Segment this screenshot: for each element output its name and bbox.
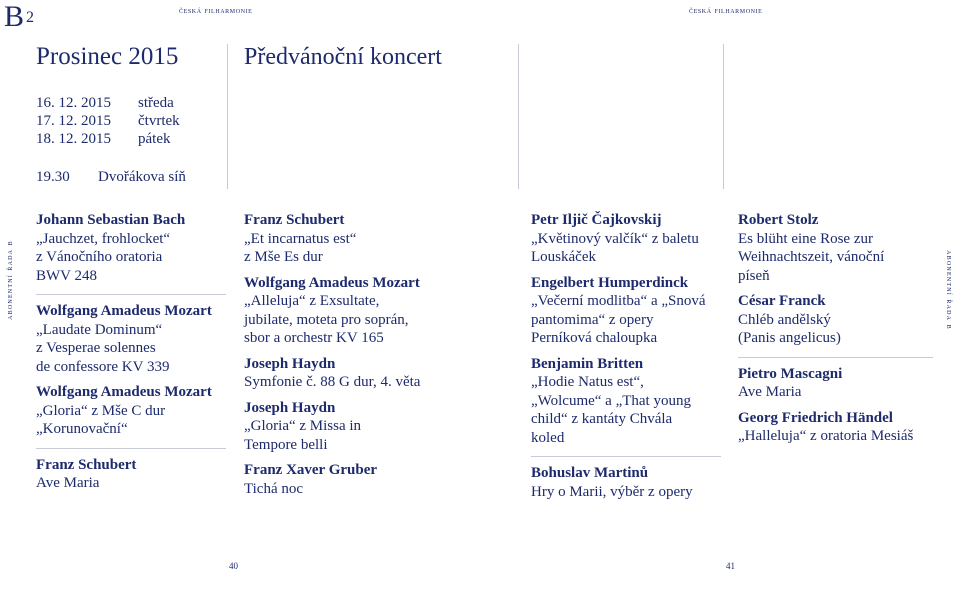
composer-name: Joseph Haydn: [244, 355, 336, 372]
composer-name: Franz Schubert: [244, 212, 345, 228]
page-number-left: 40: [229, 561, 238, 571]
item-separator: [738, 357, 933, 358]
work-title: „Gloria“ z Missa in Tempore belli: [244, 418, 362, 453]
work-title: „Laudate Dominum“ z Vesperae solennes de confessore KV 339: [36, 321, 170, 375]
weekday: čtvrtek: [138, 113, 180, 129]
composer-name: Wolfgang Amadeus Mozart: [244, 274, 420, 291]
program-item: [244, 210, 464, 273]
work-title: Symfonie č. 88 G dur, 4. věta: [244, 374, 421, 390]
venue: Dvořákova síň: [98, 169, 186, 185]
work-title: „Alleluja“ z Exsultate, jubilate, moteta pro soprán, sbor a orchestr KV 165: [244, 293, 409, 346]
date-row: [36, 130, 180, 148]
program-column-2: [244, 210, 464, 504]
work-title: „Halleluja“ z oratoria Mesiáš: [738, 428, 914, 444]
work-title: „Hodie Natus est“, „Wolcume“ a „That young child“ z kantáty Chvála koled: [531, 374, 691, 446]
composer-name: Pietro Mascagni: [738, 365, 843, 382]
composer-name: Wolfgang Amadeus Mozart: [36, 303, 212, 319]
item-separator: [36, 294, 226, 295]
date-list: [36, 94, 180, 148]
date-row: [36, 112, 180, 130]
program-item: [36, 382, 226, 445]
composer-name: Petr Iljič Čajkovskij: [531, 212, 662, 228]
time-venue: [36, 168, 186, 186]
program-item: [738, 210, 933, 291]
program-item: [531, 354, 721, 454]
work-title: Hry o Marii, výběr z opery: [531, 483, 693, 500]
composer-name: Joseph Haydn: [244, 399, 336, 416]
composer-name: Engelbert Humperdinck: [531, 274, 689, 291]
composer-name: Bohuslav Martinů: [531, 465, 649, 481]
composer-name: Robert Stolz: [738, 212, 819, 228]
work-title: Ave Maria: [738, 384, 802, 400]
program-item: [244, 354, 464, 398]
composer-name: Georg Friedrich Händel: [738, 409, 893, 426]
work-title: „Večerní modlitba“ a „Snová pantomima“ z opery Perníková chaloupka: [531, 293, 706, 346]
program-item: [738, 291, 933, 354]
program-column-1: [36, 210, 226, 499]
program-item: [531, 463, 721, 507]
program-item: [738, 364, 933, 408]
program-item: [244, 273, 464, 354]
composer-name: Johann Sebastian Bach: [36, 212, 186, 228]
program-item: [531, 210, 721, 273]
date: 17. 12. 2015: [36, 113, 111, 129]
weekday: středa: [138, 95, 174, 111]
composer-name: Franz Schubert: [36, 456, 137, 473]
work-title: „Jauchzet, frohlocket“ z Vánočního oratoria BWV 248: [36, 230, 171, 284]
work-title: „Květinový valčík“ z baletu Louskáček: [531, 230, 699, 265]
program-item: [36, 455, 226, 499]
brand-name-right: česká filharmonie: [689, 5, 763, 15]
work-title: Ave Maria: [36, 475, 100, 491]
series-logo-superscript: 2: [26, 9, 35, 26]
date-row: [36, 94, 180, 112]
divider: [518, 44, 519, 189]
work-title: Chléb andělský (Panis angelicus): [738, 311, 841, 346]
program-column-4: [738, 210, 933, 452]
program-item: [244, 460, 464, 504]
month-title: Prosinec 2015: [36, 43, 179, 70]
start-time: 19.30: [36, 169, 70, 185]
date: 16. 12. 2015: [36, 95, 111, 111]
divider: [723, 44, 724, 189]
weekday: pátek: [138, 131, 171, 147]
program-item: [36, 301, 226, 382]
series-logo: [4, 2, 34, 32]
concert-title: Předvánoční koncert: [244, 44, 442, 70]
work-title: Tichá noc: [244, 480, 304, 497]
composer-name: Franz Xaver Gruber: [244, 462, 378, 478]
composer-name: Benjamin Britten: [531, 355, 644, 372]
item-separator: [531, 456, 721, 457]
work-title: Es blüht eine Rose zur Weihnachtszeit, vánoční píseň: [738, 230, 885, 284]
program-column-3: [531, 210, 721, 507]
series-side-label-left: abonentní řada b: [4, 240, 14, 320]
program-item: [531, 273, 721, 354]
program-item: [244, 398, 464, 461]
brand-name-left: česká filharmonie: [179, 5, 253, 15]
composer-name: Wolfgang Amadeus Mozart: [36, 384, 212, 400]
program-item: [738, 408, 933, 452]
date: 18. 12. 2015: [36, 131, 111, 147]
series-logo-letter: B: [4, 0, 25, 33]
series-side-label-right: abonentní řada b: [945, 250, 955, 330]
program-item: [36, 210, 226, 291]
item-separator: [36, 448, 226, 449]
divider: [227, 44, 228, 189]
work-title: „Et incarnatus est“ z Mše Es dur: [244, 230, 357, 265]
composer-name: César Franck: [738, 293, 826, 309]
work-title: „Gloria“ z Mše C dur „Korunovační“: [36, 402, 166, 437]
page-number-right: 41: [726, 561, 735, 571]
